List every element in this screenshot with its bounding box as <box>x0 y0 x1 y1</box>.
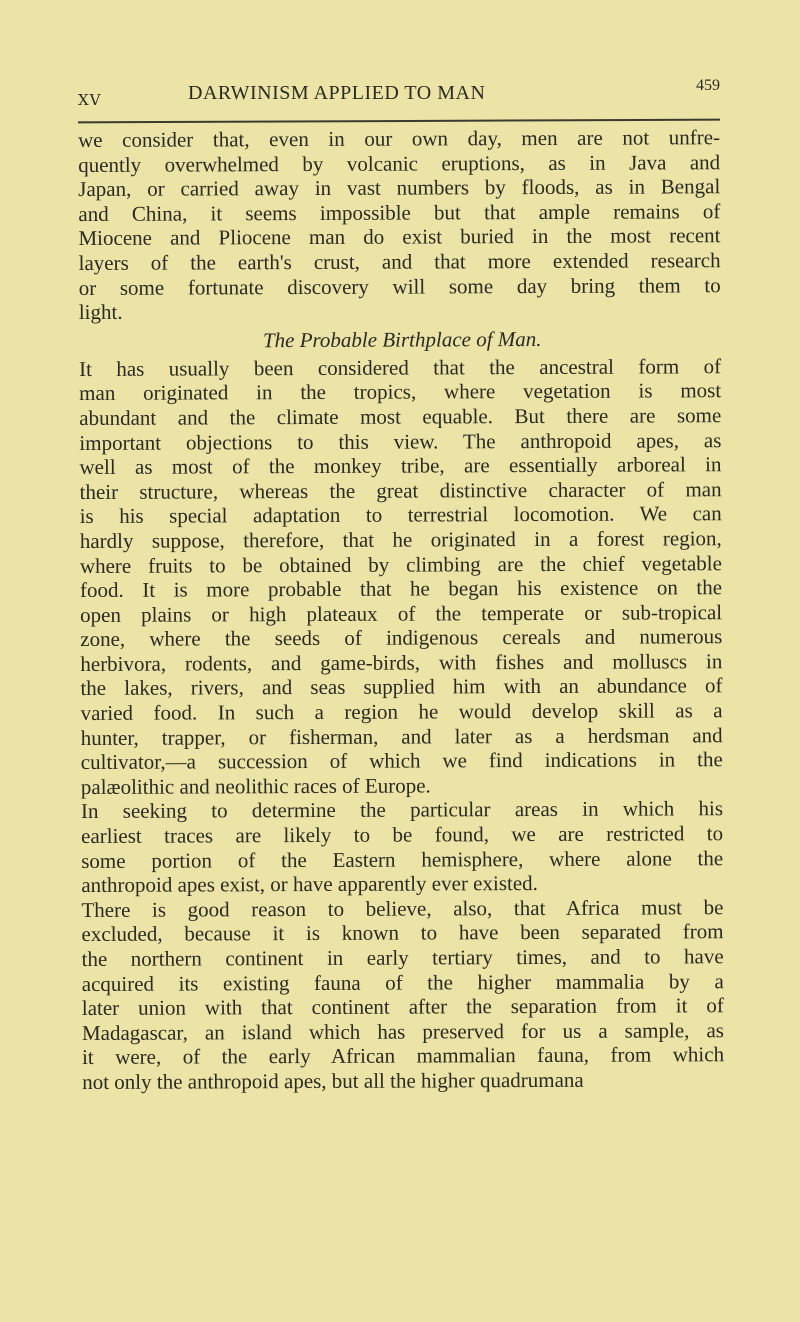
text-line: There is good reason to believe, also, that Africa must be <box>81 895 724 922</box>
text-line: herbivora, rodents, and game-birds, with fishes and molluscs in <box>80 649 723 676</box>
text-line: hardly suppose, therefore, that he originated in a forest region, <box>79 526 722 553</box>
text-line: we consider that, even in our own day, men are not unfre- <box>78 125 721 152</box>
paragraph-4 <box>81 895 724 1095</box>
text-line: In seeking to determine the particular areas in which his <box>80 796 724 824</box>
text-line: earliest traces are likely to be found, we are restricted to <box>81 821 724 849</box>
text-line: the lakes, rivers, and seas supplied him with an abundance of <box>80 673 723 701</box>
text-line: zone, where the seeds of indigenous cereals and numerous <box>80 624 723 652</box>
text-line: excluded, because it is known to have been separated from <box>81 919 724 947</box>
text-line: is his special adaptation to terrestrial locomotion. We can <box>79 501 722 529</box>
text-line: open plains or high plateaux of the temperate or sub-tropical <box>80 599 723 627</box>
text-line: or some fortunate discovery will some day bring them to <box>78 272 721 300</box>
text-line: the northern continent in early tertiary times, and to have <box>81 944 724 971</box>
page-body <box>78 125 724 1094</box>
section-heading: The Probable Birthplace of Man. <box>262 326 542 352</box>
text-line: their structure, whereas the great distinctive character of man <box>79 476 722 504</box>
paragraph-1 <box>78 125 721 325</box>
running-header <box>78 75 720 109</box>
text-line: man originated in the tropics, where vegetation is most <box>79 378 722 406</box>
text-line: Madagascar, an island which has preserved for us a sample, as <box>81 1017 724 1045</box>
text-line: It has usually been considered that the ancestral form of <box>78 353 722 381</box>
chapter-number: XV <box>78 91 102 109</box>
text-line: hunter, trapper, or fisherman, and later as a herdsman and <box>80 722 723 750</box>
text-line: layers of the earth's crust, and that more extended research <box>78 248 721 275</box>
running-title: DARWINISM APPLIED TO MAN <box>188 82 486 104</box>
text-line: cultivator,—a succession of which we find indications in the <box>80 747 723 775</box>
text-line: anthropoid apes exist, or have apparently ever existed. <box>81 871 538 898</box>
text-line: quently overwhelmed by volcanic eruptions, as in Java and <box>78 149 721 177</box>
text-line: food. It is more probable that he began his existence on the <box>79 575 723 603</box>
text-line: where fruits to be obtained by climbing are the chief vegetable <box>79 550 722 578</box>
text-line: not only the anthropoid apes, but all the higher quadrumana <box>82 1067 584 1094</box>
text-line: some portion of the Eastern hemisphere, where alone the <box>81 845 724 873</box>
text-line: abundant and the climate most equable. But there are some <box>79 403 722 430</box>
header-rule <box>78 119 720 123</box>
text-line: varied food. In such a region he would develop skill as a <box>80 698 723 726</box>
text-line: important objections to this view. The anthropoid apes, as <box>79 427 722 455</box>
paragraph-3 <box>81 797 723 898</box>
text-line: light. <box>78 299 123 325</box>
text-line: Japan, or carried away in vast numbers by floods, as in Bengal <box>78 174 721 202</box>
paragraph-2 <box>79 354 723 799</box>
page-number: 459 <box>696 77 720 94</box>
text-line: later union with that continent after the separation from it of <box>81 993 724 1021</box>
text-line: it were, of the early African mammalian fauna, from which <box>82 1042 725 1070</box>
text-line: palæolithic and neolithic races of Europe. <box>80 773 431 799</box>
text-line: acquired its existing fauna of the higher mammalia by a <box>81 968 724 996</box>
text-line: and China, it seems impossible but that ample remains of <box>78 198 721 226</box>
text-line: Miocene and Pliocene man do exist buried in the most recent <box>78 223 721 251</box>
text-line: well as most of the monkey tribe, are essentially arboreal in <box>79 452 722 480</box>
